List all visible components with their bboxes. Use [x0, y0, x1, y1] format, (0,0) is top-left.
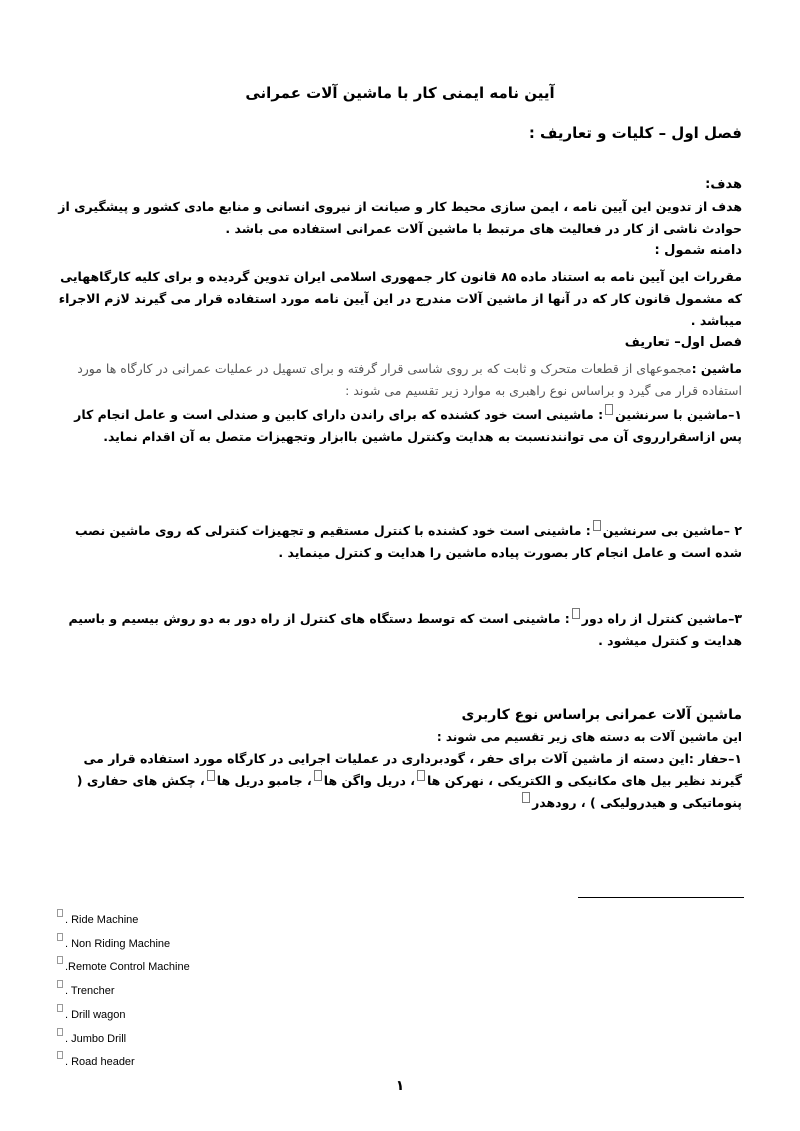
usage-item-term: ۱–حفار : [688, 751, 742, 766]
footnote-separator [578, 897, 744, 898]
usage-heading: ماشین آلات عمرانی براساس نوع کاربری [461, 707, 742, 723]
footnote-marker-icon [207, 770, 215, 781]
definition-item-term: ۲ –ماشین بی سرنشین [602, 523, 742, 538]
footnote-marker-icon [57, 956, 63, 964]
definition-item-text: : ماشینی است که توسط دستگاه های کنترل از راه دور به دو روش بیسیم و باسیم هدایت و کنترل میشود . [68, 611, 742, 648]
usage-item-excavator [52, 748, 742, 814]
footnote: . Trencher [57, 980, 357, 1004]
footnote-marker-icon [314, 770, 322, 781]
definition-item-1 [52, 404, 742, 448]
definition-item-term: ۱–ماشین با سرنشین [615, 407, 742, 422]
scope-heading: دامنه شمول : [654, 243, 742, 258]
footnote: . Non Riding Machine [57, 933, 357, 957]
page-number: ۱ [395, 1078, 405, 1094]
definition-item-2 [52, 520, 742, 564]
usage-section [52, 704, 742, 814]
definition-item-3 [52, 608, 742, 652]
definitions-heading: فصل اول– تعاریف [624, 335, 742, 350]
definition-item-term: ۳–ماشین کنترل از راه دور [581, 611, 742, 626]
footnote-marker-icon [57, 909, 63, 917]
usage-item-text-part: ، دریل واگن ها [323, 773, 415, 788]
machine-text: مجموعهای از قطعات متحرک و ثابت که بر روی شاسی قرار گرفته و برای تسهیل در عملیات عمرانی در کارگاه ها مورد استفاده قرار می گیرد و براساس نوع راهبری به موارد زیر تقسیم می شوند : [77, 361, 742, 398]
usage-item-text-part: ، چکش های حفاری ( پنوماتیکی و هیدرولیکی ) ، رودهدر [76, 773, 742, 810]
goal-section [52, 174, 742, 448]
chapter-heading: فصل اول – کلیات و تعاریف : [528, 124, 742, 142]
machine-definition [52, 358, 742, 402]
usage-item-text-part: این دسته از ماشین آلات برای حفر ، گودبرداری در عملیات اجرایی در کارگاه مورد استفاده قرار می گیرند نظیر بیل های مکانیکی و الکتریکی ، نهرکن ها [83, 751, 742, 788]
usage-item-text-part: ، جامبو دریل ها [216, 773, 312, 788]
footnote-marker-icon [57, 980, 63, 988]
footnote-marker-icon [417, 770, 425, 781]
footnotes [57, 909, 357, 1075]
footnote-marker-icon [572, 608, 580, 619]
definition-item-text: : ماشینی است خود کشنده که برای راندن دارای کابین و صندلی است و عامل انجام کار پس ازاسقرارروی آن می توانندنسبت به هدایت وکنترل ماشین باابزار وتجهیزات متصل به آن اقدام نماید. [74, 407, 742, 444]
definition-item-text: : ماشینی است خود کشنده با کنترل مستقیم و تجهیزات کنترلی که روی ماشین نصب شده است و عامل انجام کار بصورت پیاده ماشین را هدایت و کنترل مینماید . [74, 523, 742, 560]
document-title: آیین نامه ایمنی کار با ماشین آلات عمرانی [245, 84, 555, 102]
footnote-marker-icon [522, 792, 530, 803]
goal-text: هدف از تدوین این آیین نامه ، ایمن سازی محیط کار و صیانت از نیروی انسانی و منابع مادی کشور و پیشگیری از حوادث ناشی از کار در فعالیت های مرتبط با ماشین آلات عمرانی استفاده می باشد . [58, 199, 742, 236]
footnote: .Remote Control Machine [57, 956, 357, 980]
goal-heading: هدف: [705, 177, 742, 192]
footnote: . Road header [57, 1051, 357, 1075]
scope-text: مقررات این آیین نامه به استناد ماده ۸۵ قانون کار جمهوری اسلامی ایران تدوین گردیده و برای کلیه کارگاههایی که مشمول قانون کار که در آنها از ماشین آلات مندرج در این آیین نامه مورد استفاده قرار می گیرند لازم الاجراء میباشد . [58, 269, 742, 328]
footnote-marker-icon [593, 520, 601, 531]
footnote-marker-icon [57, 1051, 63, 1059]
footnote: . Drill wagon [57, 1004, 357, 1028]
footnote-marker-icon [605, 404, 613, 415]
machine-term: ماشین : [691, 361, 742, 376]
footnote-marker-icon [57, 1028, 63, 1036]
footnote-marker-icon [57, 1004, 63, 1012]
usage-subheading: این ماشین آلات به دسته های زیر تقسیم می شوند : [436, 730, 742, 744]
footnote: . Ride Machine [57, 909, 357, 933]
footnote: . Jumbo Drill [57, 1028, 357, 1052]
footnote-marker-icon [57, 933, 63, 941]
